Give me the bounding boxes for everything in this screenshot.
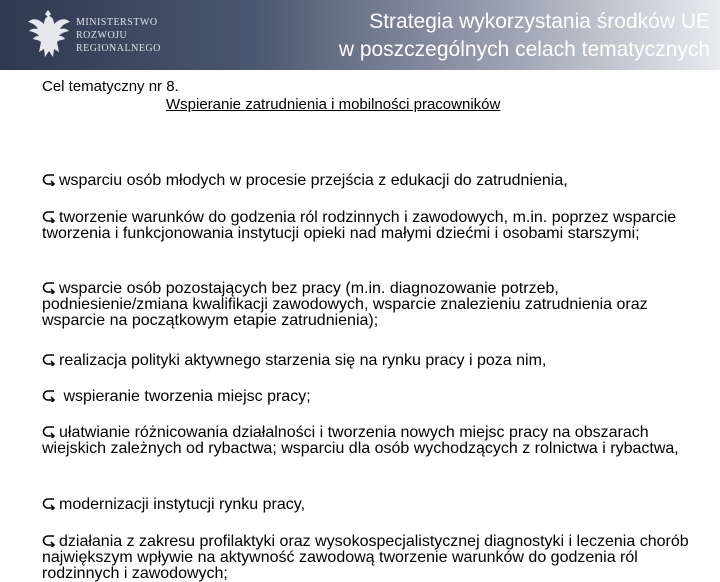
- curved-arrow-icon: [42, 173, 56, 186]
- list-item: [42, 534, 702, 582]
- list-item-text: wspieranie tworzenia miejsc pracy;: [59, 388, 311, 405]
- list-item-text: ułatwianie różnicowania działalności i tworzenia nowych miejsc pracy na obszarach wiejskich zależnych od rybactwa; wsparciu dla osób wychodzących z rolnictwa i rybactwa,: [42, 424, 679, 457]
- curved-arrow-icon: [42, 210, 56, 223]
- list-item: [42, 173, 702, 189]
- slide-title: Strategia wykorzystania środków UE w poszczególnych celach tematycznych: [338, 10, 710, 61]
- goal-name: Wspieranie zatrudnienia i mobilności pracowników: [166, 96, 501, 113]
- goal-number: Cel tematyczny nr 8.: [42, 78, 179, 95]
- list-item-text: wsparcie osób pozostających bez pracy (m.in. diagnozowanie potrzeb, podniesienie/zmiana kwalifikacji zawodowych, wsparcie znalezieniu zatrudnienia oraz wsparcie na początkowym etapie zatrudnienia);: [42, 280, 648, 329]
- list-item: [42, 425, 702, 457]
- ministry-name: MINISTERSTWO ROZWOJU REGIONALNEGO: [76, 17, 161, 54]
- curved-arrow-icon: [42, 353, 56, 366]
- ministry-logo: [24, 6, 194, 64]
- list-item: [42, 210, 702, 242]
- list-item-text: wsparciu osób młodych w procesie przejścia z edukacji do zatrudnienia,: [59, 172, 568, 189]
- list-item: [42, 497, 702, 513]
- curved-arrow-icon: [42, 534, 56, 547]
- list-item-text: modernizacji instytucji rynku pracy,: [59, 496, 306, 513]
- list-item: [42, 353, 702, 369]
- list-item-text: realizacja polityki aktywnego starzenia się na rynku pracy i poza nim,: [59, 352, 547, 369]
- list-item: [42, 281, 702, 329]
- list-item-text: działania z zakresu profilaktyki oraz wysokospecjalistycznej diagnostyki i leczenia chorób największym wpływie na aktywność zawodową tworzenie warunków do godzenia ról rodzinnych i zawodowych;: [42, 533, 689, 582]
- eagle-emblem-icon: [24, 6, 72, 64]
- curved-arrow-icon: [42, 389, 56, 402]
- curved-arrow-icon: [42, 281, 56, 294]
- curved-arrow-icon: [42, 497, 56, 510]
- list-item: [42, 389, 702, 405]
- slide-header: [0, 0, 720, 70]
- slide-content: [42, 78, 712, 582]
- list-item-text: tworzenie warunków do godzenia ról rodzinnych i zawodowych, m.in. poprzez wsparcie tworzenia i funkcjonowania instytucji opieki nad małymi dziećmi i osobami starszymi;: [42, 209, 677, 242]
- curved-arrow-icon: [42, 425, 56, 438]
